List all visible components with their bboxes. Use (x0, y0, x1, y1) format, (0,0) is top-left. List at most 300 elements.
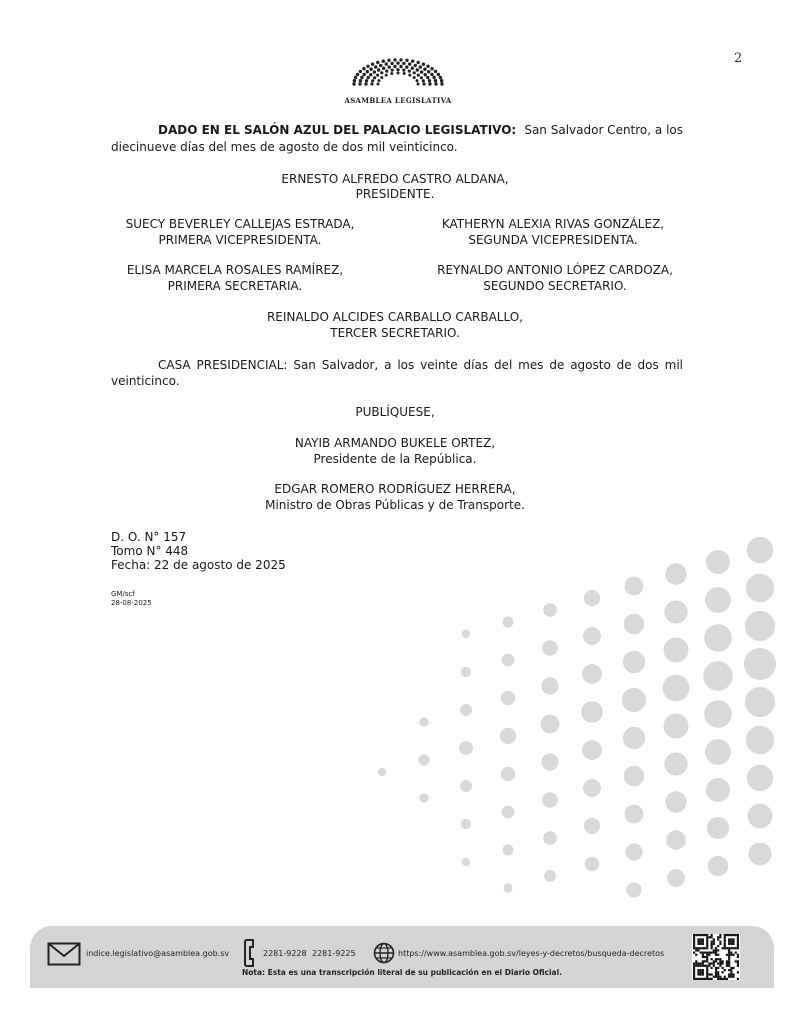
logo-dot (419, 65, 422, 68)
qr-cell (708, 978, 710, 980)
president-republic-name: NAYIB ARMANDO BUKELE ORTEZ, (294, 436, 496, 450)
qr-cell (702, 941, 704, 943)
decorative-dot (749, 843, 772, 866)
decorative-dot (664, 600, 687, 623)
qr-cell (708, 936, 710, 938)
qr-cell (704, 934, 706, 936)
logo-dot (377, 83, 380, 86)
qr-cell (728, 934, 730, 936)
vp2-title: SEGUNDA VICEPRESIDENTA. (468, 233, 638, 247)
qr-cell (719, 943, 721, 945)
qr-cell (732, 938, 734, 940)
qr-cell (735, 952, 737, 954)
qr-cell (728, 954, 730, 956)
logo-dot (420, 76, 423, 79)
qr-cell (715, 947, 717, 949)
qr-cell (695, 978, 697, 980)
qr-cell (719, 941, 721, 943)
qr-cell (737, 936, 739, 938)
dado-lead: DADO EN EL SALÓN AZUL DEL PALACIO LEGISLATIVO: (158, 123, 517, 137)
decorative-dot (462, 630, 470, 638)
logo-dot (428, 82, 431, 85)
logo-dot (378, 79, 381, 82)
diario-oficial-number: D. O. N° 157 (111, 530, 187, 544)
logo-dot (426, 65, 429, 68)
logo-dot (366, 70, 369, 73)
qr-cell (693, 947, 695, 949)
decorative-dot (581, 701, 603, 723)
logo-dot (440, 82, 443, 85)
qr-cell (728, 958, 730, 960)
qr-cell (737, 960, 739, 962)
qr-cell (732, 934, 734, 936)
qr-cell (711, 936, 713, 938)
logo-dot (356, 73, 359, 76)
decorative-dot (747, 537, 774, 564)
qr-cell (717, 949, 719, 951)
decorative-dot (623, 651, 645, 673)
minister-title: Ministro de Obras Públicas y de Transporte. (265, 498, 525, 512)
logo-dot (399, 58, 402, 61)
qr-cell (719, 978, 721, 980)
logo-dot (362, 73, 365, 76)
decorative-dot (584, 818, 600, 834)
decorative-dot (745, 611, 775, 641)
qr-cell (697, 962, 699, 964)
qr-cell (702, 934, 704, 936)
president-name: ERNESTO ALFREDO CASTRO ALDANA, (281, 172, 509, 186)
decorative-dot (667, 869, 685, 887)
qr-cell (702, 978, 704, 980)
sec3-title: TERCER SECRETARIO. (330, 326, 460, 340)
qr-cell (706, 938, 708, 940)
qr-cell (724, 936, 726, 938)
logo-text: ASAMBLEA LEGISLATIVA (344, 96, 452, 105)
decorative-dot (624, 614, 645, 635)
initials-date: 28-08-2025 (111, 599, 152, 607)
qr-cell (715, 952, 717, 954)
logo-dot (413, 71, 416, 74)
decorative-dot (666, 830, 686, 850)
logo-dot (358, 82, 361, 85)
logo-dot (405, 65, 408, 68)
qr-cell (719, 960, 721, 962)
qr-cell (700, 965, 702, 967)
decorative-dot (584, 590, 600, 606)
qr-cell (724, 947, 726, 949)
logo-dot (371, 63, 374, 66)
logo-dot (426, 76, 429, 79)
logo-dot (387, 59, 390, 62)
logo-dot (430, 67, 433, 70)
page-number: 2 (734, 51, 743, 66)
logo-dot (402, 62, 405, 65)
qr-cell (724, 934, 726, 936)
logo-dot (365, 79, 368, 82)
logo-dot (373, 76, 376, 79)
president-title: PRESIDENTE. (355, 187, 435, 201)
decorative-dot (460, 704, 472, 716)
logo-dot (439, 76, 442, 79)
qr-cell (695, 949, 697, 951)
logo-dot (422, 63, 425, 66)
logo-dot (408, 70, 411, 73)
logo-dot (414, 64, 417, 67)
qr-cell (730, 947, 732, 949)
qr-cell (702, 954, 704, 956)
decorative-dot (544, 870, 556, 882)
qr-cell (724, 943, 726, 945)
qr-cell (706, 952, 708, 954)
qr-cell (711, 952, 713, 954)
qr-cell (732, 943, 734, 945)
logo-dot (422, 79, 425, 82)
qr-cell (697, 965, 699, 967)
logo-dot (397, 72, 400, 75)
qr-cell (704, 952, 706, 954)
vp1-name: SUECY BEVERLEY CALLEJAS ESTRADA, (125, 217, 355, 231)
qr-cell (700, 962, 702, 964)
qr-cell (724, 938, 726, 940)
casa-line-2: veinticinco. (111, 374, 180, 388)
publication-date: Fecha: 22 de agosto de 2025 (111, 558, 286, 572)
logo-dot (417, 83, 420, 86)
decorative-dot (500, 728, 516, 744)
logo-dot (434, 79, 437, 82)
vp2-name: KATHERYN ALEXIA RIVAS GONZÁLEZ, (441, 217, 665, 231)
qr-cell (730, 943, 732, 945)
qr-cell (704, 956, 706, 958)
decorative-dot (462, 858, 470, 866)
decorative-dot (665, 563, 686, 584)
qr-cell (724, 978, 726, 980)
sec2-title: SEGUNDO SECRETARIO. (483, 279, 627, 293)
qr-cell (728, 960, 730, 962)
qr-cell (719, 936, 721, 938)
footer-email[interactable]: indice.legislativo@asamblea.gob.sv (86, 949, 230, 958)
qr-cell (711, 958, 713, 960)
logo-dot (432, 76, 435, 79)
qr-cell (726, 962, 728, 964)
logo-dot (427, 70, 430, 73)
qr-cell (728, 938, 730, 940)
decorative-dot (461, 667, 471, 677)
qr-cell (717, 938, 719, 940)
qr-cell (708, 962, 710, 964)
qr-cell (728, 952, 730, 954)
sec3-name: REINALDO ALCIDES CARBALLO CARBALLO, (266, 310, 524, 324)
logo-dot (390, 62, 393, 65)
footer-bar (30, 926, 774, 988)
qr-cell (737, 954, 739, 956)
logo-dot (354, 76, 357, 79)
logo-dot (367, 76, 370, 79)
qr-cell (726, 960, 728, 962)
qr-cell (728, 962, 730, 964)
logo-dot (369, 73, 372, 76)
decorative-dot (664, 752, 687, 775)
publiquese: PUBLÍQUESE, (355, 405, 435, 419)
decorative-dot (583, 779, 601, 797)
logo-dot (364, 82, 367, 85)
qr-cell (693, 941, 695, 943)
qr-cell (737, 947, 739, 949)
casa-line-1: CASA PRESIDENCIAL: San Salvador, a los veinte días del mes de agosto de dos mil (158, 358, 683, 372)
qr-cell (713, 949, 715, 951)
logo-dot (360, 76, 363, 79)
logo-dot (413, 76, 416, 79)
logo-dot (352, 82, 355, 85)
qr-cell (702, 943, 704, 945)
logo-dot (379, 64, 382, 67)
logo-dot (371, 79, 374, 82)
qr-cell (728, 947, 730, 949)
decorative-dot (541, 715, 560, 734)
qr-cell (706, 934, 708, 936)
qr-cell (721, 947, 723, 949)
qr-cell (693, 938, 695, 940)
vp1-title: PRIMERA VICEPRESIDENTA. (158, 233, 322, 247)
qr-cell (700, 934, 702, 936)
logo-dot (376, 74, 379, 77)
decorative-dot (419, 793, 428, 802)
qr-cell (730, 954, 732, 956)
qr-cell (706, 956, 708, 958)
qr-cell (737, 978, 739, 980)
decorative-dot (502, 806, 515, 819)
mail-icon (47, 942, 81, 966)
footer-phone-2[interactable]: 2281-9225 (312, 949, 356, 958)
qr-cell (737, 941, 739, 943)
qr-cell (700, 943, 702, 945)
logo-dot (437, 73, 440, 76)
logo-dot (385, 70, 388, 73)
qr-cell (697, 949, 699, 951)
logo-dot (369, 68, 372, 71)
qr-cell (700, 941, 702, 943)
logo-dot (417, 61, 420, 64)
qr-cell (715, 949, 717, 951)
qr-cell (726, 978, 728, 980)
decorative-dot (378, 768, 387, 777)
decorative-dot (665, 791, 686, 812)
logo-dot (377, 68, 380, 71)
qr-cell (715, 960, 717, 962)
qr-cell (713, 943, 715, 945)
decorative-dot (622, 688, 646, 712)
qr-cell (726, 934, 728, 936)
qr-cell (730, 952, 732, 954)
qr-cell (708, 952, 710, 954)
qr-cell (730, 938, 732, 940)
logo-dot (408, 74, 411, 77)
logo-dot (380, 71, 383, 74)
qr-cell (693, 965, 695, 967)
decorative-dot (664, 638, 689, 663)
logo-dot (411, 67, 414, 70)
logo-dot (390, 72, 393, 75)
qr-cell (721, 978, 723, 980)
qr-cell (735, 934, 737, 936)
qr-cell (702, 938, 704, 940)
qr-cell (711, 947, 713, 949)
decorative-dot (419, 717, 428, 726)
qr-cell (693, 978, 695, 980)
qr-cell (706, 954, 708, 956)
qr-cell (737, 943, 739, 945)
qr-cell (702, 947, 704, 949)
qr-cell (706, 941, 708, 943)
qr-cell (695, 965, 697, 967)
qr-cell (695, 954, 697, 956)
logo-dot (408, 62, 411, 65)
decorative-dot (664, 714, 689, 739)
qr-cell (711, 962, 713, 964)
minister-name: EDGAR ROMERO RODRÍGUEZ HERRERA, (274, 482, 516, 496)
decorative-dot (541, 753, 558, 770)
qr-cell (719, 934, 721, 936)
logo-dot (416, 79, 419, 82)
qr-cell (717, 954, 719, 956)
logo-dot (362, 67, 365, 70)
qr-cell (702, 952, 704, 954)
footer-phone-1[interactable]: 2281-9228 (263, 949, 307, 958)
logo-dot (374, 65, 377, 68)
sec1-name: ELISA MARCELA ROSALES RAMÍREZ, (126, 263, 344, 277)
qr-cell (726, 965, 728, 967)
qr-cell (717, 945, 719, 947)
qr-cell (706, 978, 708, 980)
qr-cell (730, 941, 732, 943)
decorative-dot (746, 726, 774, 754)
qr-cell (713, 960, 715, 962)
qr-cell (715, 954, 717, 956)
logo-dot (420, 70, 423, 73)
decorative-dot (745, 687, 775, 717)
decorative-dot (704, 700, 732, 728)
sec2-name: REYNALDO ANTONIO LÓPEZ CARDOZA, (437, 263, 673, 277)
qr-cell (737, 945, 739, 947)
logo-dot (416, 68, 419, 71)
decorative-dot (706, 778, 730, 802)
qr-cell (702, 962, 704, 964)
qr-cell (706, 965, 708, 967)
qr-cell (697, 947, 699, 949)
qr-cell (717, 978, 719, 980)
logo-dot (417, 74, 420, 77)
logo-dot (402, 69, 405, 72)
qr-cell (706, 943, 708, 945)
decorative-dot (503, 883, 512, 892)
logo-dot (393, 65, 396, 68)
president-republic-title: Presidente de la República. (313, 452, 477, 466)
qr-cell (711, 943, 713, 945)
decorative-dot (705, 739, 731, 765)
qr-cell (697, 943, 699, 945)
logo-dot (380, 76, 383, 79)
logo-dot (385, 74, 388, 77)
qr-cell (728, 941, 730, 943)
qr-cell (708, 954, 710, 956)
qr-cell (706, 947, 708, 949)
decorative-dot (542, 792, 557, 807)
logo-dot (428, 79, 431, 82)
logo-dot (403, 72, 406, 75)
logo-dot (440, 79, 443, 82)
qr-cell (719, 958, 721, 960)
qr-cell (728, 943, 730, 945)
dado-line-1-rest: San Salvador Centro, a los (524, 123, 683, 137)
decorative-dot (705, 587, 731, 613)
qr-cell (737, 934, 739, 936)
qr-cell (702, 965, 704, 967)
logo-dot (424, 73, 427, 76)
decorative-dot (543, 603, 557, 617)
logo-dot (382, 60, 385, 63)
qr-cell (726, 947, 728, 949)
dado-line-1 (158, 122, 683, 138)
qr-cell (724, 945, 726, 947)
decorative-dot (582, 740, 602, 760)
qr-cell (732, 954, 734, 956)
qr-cell (713, 962, 715, 964)
qr-cell (708, 965, 710, 967)
decorative-dot (460, 780, 472, 792)
qr-cell (730, 934, 732, 936)
logo-dot (434, 70, 437, 73)
logo-dot (359, 70, 362, 73)
decorative-dot (748, 804, 773, 829)
qr-cell (711, 945, 713, 947)
qr-cell (713, 938, 715, 940)
decorative-dot (502, 654, 515, 667)
qr-cell (697, 978, 699, 980)
qr-cell (732, 947, 734, 949)
qr-cell (717, 958, 719, 960)
qr-cell (713, 941, 715, 943)
qr-cell (706, 945, 708, 947)
decorative-dot (704, 624, 732, 652)
tomo-number: Tomo N° 448 (111, 544, 189, 558)
decorative-dot (542, 640, 557, 655)
qr-cell (737, 965, 739, 967)
decorative-dot (541, 677, 558, 694)
qr-cell (702, 956, 704, 958)
qr-cell (704, 960, 706, 962)
decorative-dot (503, 617, 514, 628)
globe-icon (373, 942, 395, 964)
decorative-dot (459, 741, 473, 755)
decorative-dot (582, 664, 602, 684)
logo-dot (373, 70, 376, 73)
qr-cell (717, 936, 719, 938)
phone-icon (244, 938, 260, 968)
logo-dot (385, 62, 388, 65)
qr-cell (706, 960, 708, 962)
qr-cell (697, 938, 699, 940)
footer-note: Nota: Esta es una transcripción literal de su publicación en el Diario Oficial. (241, 968, 563, 977)
decorative-dot (585, 857, 599, 871)
qr-cell (693, 936, 695, 938)
decorative-dot (707, 817, 729, 839)
qr-cell (695, 934, 697, 936)
qr-cell (737, 938, 739, 940)
qr-cell (721, 962, 723, 964)
footer-url[interactable]: https://www.asamblea.gob.sv/leyes-y-decretos/busqueda-decretos (398, 949, 665, 958)
logo-dot (393, 58, 396, 61)
qr-cell (713, 965, 715, 967)
qr-cell (697, 941, 699, 943)
